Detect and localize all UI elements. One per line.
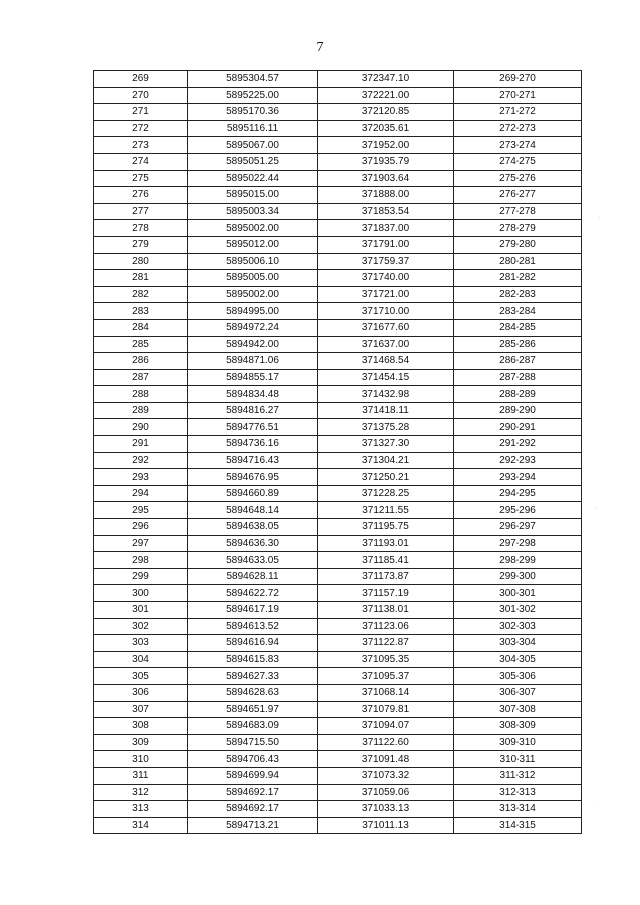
y-coordinate-cell: 371211.55 [318, 502, 454, 519]
segment-cell: 273-274 [454, 137, 582, 154]
point-number-cell: 279 [94, 236, 188, 253]
point-number-cell: 309 [94, 734, 188, 751]
table-row [94, 369, 582, 386]
point-number-cell: 286 [94, 353, 188, 370]
y-coordinate-cell: 371454.15 [318, 369, 454, 386]
y-coordinate-cell: 371637.00 [318, 336, 454, 353]
x-coordinate-cell: 5895051.25 [188, 153, 318, 170]
table-row [94, 502, 582, 519]
point-number-cell: 295 [94, 502, 188, 519]
x-coordinate-cell: 5894692.17 [188, 784, 318, 801]
segment-cell: 308-309 [454, 718, 582, 735]
point-number-cell: 307 [94, 701, 188, 718]
point-number-cell: 299 [94, 568, 188, 585]
x-coordinate-cell: 5895067.00 [188, 137, 318, 154]
x-coordinate-cell: 5894834.48 [188, 386, 318, 403]
segment-cell: 300-301 [454, 585, 582, 602]
table-row [94, 718, 582, 735]
y-coordinate-cell: 372221.00 [318, 87, 454, 104]
x-coordinate-cell: 5895015.00 [188, 187, 318, 204]
y-coordinate-cell: 371079.81 [318, 701, 454, 718]
scan-speck: · [594, 505, 597, 512]
table-row [94, 336, 582, 353]
x-coordinate-cell: 5895022.44 [188, 170, 318, 187]
table-row [94, 137, 582, 154]
coordinates-table-body [94, 71, 582, 834]
x-coordinate-cell: 5894628.11 [188, 568, 318, 585]
page-number: 7 [316, 40, 324, 55]
point-number-cell: 276 [94, 187, 188, 204]
table-row [94, 353, 582, 370]
x-coordinate-cell: 5894776.51 [188, 419, 318, 436]
y-coordinate-cell: 371095.37 [318, 668, 454, 685]
segment-cell: 279-280 [454, 236, 582, 253]
y-coordinate-cell: 371091.48 [318, 751, 454, 768]
segment-cell: 313-314 [454, 801, 582, 818]
y-coordinate-cell: 371173.87 [318, 568, 454, 585]
table-row [94, 568, 582, 585]
point-number-cell: 293 [94, 469, 188, 486]
y-coordinate-cell: 371952.00 [318, 137, 454, 154]
y-coordinate-cell: 371853.54 [318, 203, 454, 220]
point-number-cell: 304 [94, 651, 188, 668]
point-number-cell: 269 [94, 71, 188, 88]
point-number-cell: 284 [94, 319, 188, 336]
table-row [94, 684, 582, 701]
y-coordinate-cell: 371935.79 [318, 153, 454, 170]
segment-cell: 302-303 [454, 618, 582, 635]
segment-cell: 296-297 [454, 519, 582, 536]
table-row [94, 469, 582, 486]
table-row [94, 701, 582, 718]
point-number-cell: 275 [94, 170, 188, 187]
point-number-cell: 314 [94, 817, 188, 834]
point-number-cell: 292 [94, 452, 188, 469]
point-number-cell: 271 [94, 104, 188, 121]
table-row [94, 585, 582, 602]
y-coordinate-cell: 371710.00 [318, 303, 454, 320]
y-coordinate-cell: 371677.60 [318, 319, 454, 336]
segment-cell: 292-293 [454, 452, 582, 469]
x-coordinate-cell: 5895003.34 [188, 203, 318, 220]
segment-cell: 270-271 [454, 87, 582, 104]
table-row [94, 519, 582, 536]
x-coordinate-cell: 5895116.11 [188, 120, 318, 137]
table-row [94, 668, 582, 685]
table-row [94, 303, 582, 320]
x-coordinate-cell: 5894660.89 [188, 485, 318, 502]
x-coordinate-cell: 5894616.94 [188, 635, 318, 652]
table-row [94, 319, 582, 336]
point-number-cell: 308 [94, 718, 188, 735]
table-row [94, 386, 582, 403]
segment-cell: 274-275 [454, 153, 582, 170]
x-coordinate-cell: 5894816.27 [188, 402, 318, 419]
x-coordinate-cell: 5894628.63 [188, 684, 318, 701]
segment-cell: 314-315 [454, 817, 582, 834]
point-number-cell: 270 [94, 87, 188, 104]
point-number-cell: 302 [94, 618, 188, 635]
segment-cell: 291-292 [454, 436, 582, 453]
segment-cell: 285-286 [454, 336, 582, 353]
y-coordinate-cell: 371888.00 [318, 187, 454, 204]
x-coordinate-cell: 5895006.10 [188, 253, 318, 270]
segment-cell: 311-312 [454, 767, 582, 784]
x-coordinate-cell: 5894615.83 [188, 651, 318, 668]
table-row [94, 153, 582, 170]
point-number-cell: 305 [94, 668, 188, 685]
segment-cell: 278-279 [454, 220, 582, 237]
point-number-cell: 301 [94, 602, 188, 619]
y-coordinate-cell: 371418.11 [318, 402, 454, 419]
y-coordinate-cell: 371327.30 [318, 436, 454, 453]
table-row [94, 436, 582, 453]
x-coordinate-cell: 5894648.14 [188, 502, 318, 519]
table-row [94, 535, 582, 552]
x-coordinate-cell: 5894651.97 [188, 701, 318, 718]
segment-cell: 290-291 [454, 419, 582, 436]
x-coordinate-cell: 5894716.43 [188, 452, 318, 469]
table-row [94, 402, 582, 419]
point-number-cell: 277 [94, 203, 188, 220]
table-row [94, 602, 582, 619]
y-coordinate-cell: 371759.37 [318, 253, 454, 270]
x-coordinate-cell: 5894638.05 [188, 519, 318, 536]
table-row [94, 734, 582, 751]
y-coordinate-cell: 371157.19 [318, 585, 454, 602]
point-number-cell: 303 [94, 635, 188, 652]
y-coordinate-cell: 371185.41 [318, 552, 454, 569]
y-coordinate-cell: 371304.21 [318, 452, 454, 469]
point-number-cell: 280 [94, 253, 188, 270]
point-number-cell: 278 [94, 220, 188, 237]
x-coordinate-cell: 5895170.36 [188, 104, 318, 121]
x-coordinate-cell: 5895225.00 [188, 87, 318, 104]
point-number-cell: 282 [94, 286, 188, 303]
point-number-cell: 285 [94, 336, 188, 353]
x-coordinate-cell: 5894855.17 [188, 369, 318, 386]
x-coordinate-cell: 5894995.00 [188, 303, 318, 320]
segment-cell: 282-283 [454, 286, 582, 303]
point-number-cell: 297 [94, 535, 188, 552]
y-coordinate-cell: 371791.00 [318, 236, 454, 253]
y-coordinate-cell: 371195.75 [318, 519, 454, 536]
point-number-cell: 289 [94, 402, 188, 419]
y-coordinate-cell: 371193.01 [318, 535, 454, 552]
point-number-cell: 288 [94, 386, 188, 403]
y-coordinate-cell: 371837.00 [318, 220, 454, 237]
y-coordinate-cell: 371740.00 [318, 270, 454, 287]
x-coordinate-cell: 5894713.21 [188, 817, 318, 834]
point-number-cell: 290 [94, 419, 188, 436]
table-row [94, 120, 582, 137]
x-coordinate-cell: 5894692.17 [188, 801, 318, 818]
segment-cell: 293-294 [454, 469, 582, 486]
table-row [94, 170, 582, 187]
coordinates-table [93, 70, 582, 834]
segment-cell: 312-313 [454, 784, 582, 801]
scan-speck: · [596, 800, 599, 807]
point-number-cell: 300 [94, 585, 188, 602]
table-row [94, 552, 582, 569]
table-row [94, 767, 582, 784]
x-coordinate-cell: 5894622.72 [188, 585, 318, 602]
table-row [94, 270, 582, 287]
segment-cell: 294-295 [454, 485, 582, 502]
segment-cell: 271-272 [454, 104, 582, 121]
y-coordinate-cell: 371250.21 [318, 469, 454, 486]
table-row [94, 618, 582, 635]
x-coordinate-cell: 5895012.00 [188, 236, 318, 253]
x-coordinate-cell: 5894617.19 [188, 602, 318, 619]
point-number-cell: 283 [94, 303, 188, 320]
point-number-cell: 313 [94, 801, 188, 818]
table-row [94, 87, 582, 104]
y-coordinate-cell: 371059.06 [318, 784, 454, 801]
segment-cell: 301-302 [454, 602, 582, 619]
segment-cell: 288-289 [454, 386, 582, 403]
y-coordinate-cell: 371228.25 [318, 485, 454, 502]
x-coordinate-cell: 5894636.30 [188, 535, 318, 552]
table-row [94, 236, 582, 253]
y-coordinate-cell: 371903.64 [318, 170, 454, 187]
segment-cell: 281-282 [454, 270, 582, 287]
x-coordinate-cell: 5894736.16 [188, 436, 318, 453]
point-number-cell: 312 [94, 784, 188, 801]
segment-cell: 277-278 [454, 203, 582, 220]
segment-cell: 284-285 [454, 319, 582, 336]
y-coordinate-cell: 371432.98 [318, 386, 454, 403]
y-coordinate-cell: 371094.07 [318, 718, 454, 735]
y-coordinate-cell: 371033.13 [318, 801, 454, 818]
segment-cell: 276-277 [454, 187, 582, 204]
y-coordinate-cell: 372347.10 [318, 71, 454, 88]
x-coordinate-cell: 5894613.52 [188, 618, 318, 635]
y-coordinate-cell: 371375.28 [318, 419, 454, 436]
y-coordinate-cell: 371123.06 [318, 618, 454, 635]
y-coordinate-cell: 371122.60 [318, 734, 454, 751]
point-number-cell: 296 [94, 519, 188, 536]
table-row [94, 817, 582, 834]
table-row [94, 651, 582, 668]
segment-cell: 283-284 [454, 303, 582, 320]
x-coordinate-cell: 5894627.33 [188, 668, 318, 685]
x-coordinate-cell: 5895005.00 [188, 270, 318, 287]
point-number-cell: 294 [94, 485, 188, 502]
segment-cell: 303-304 [454, 635, 582, 652]
segment-cell: 298-299 [454, 552, 582, 569]
y-coordinate-cell: 371011.13 [318, 817, 454, 834]
segment-cell: 287-288 [454, 369, 582, 386]
point-number-cell: 273 [94, 137, 188, 154]
segment-cell: 295-296 [454, 502, 582, 519]
point-number-cell: 291 [94, 436, 188, 453]
y-coordinate-cell: 372035.61 [318, 120, 454, 137]
segment-cell: 309-310 [454, 734, 582, 751]
y-coordinate-cell: 371721.00 [318, 286, 454, 303]
segment-cell: 307-308 [454, 701, 582, 718]
table-row [94, 485, 582, 502]
point-number-cell: 272 [94, 120, 188, 137]
x-coordinate-cell: 5894633.05 [188, 552, 318, 569]
x-coordinate-cell: 5895304.57 [188, 71, 318, 88]
point-number-cell: 310 [94, 751, 188, 768]
point-number-cell: 287 [94, 369, 188, 386]
segment-cell: 306-307 [454, 684, 582, 701]
y-coordinate-cell: 371068.14 [318, 684, 454, 701]
segment-cell: 289-290 [454, 402, 582, 419]
table-row [94, 784, 582, 801]
x-coordinate-cell: 5894715.50 [188, 734, 318, 751]
x-coordinate-cell: 5894699.94 [188, 767, 318, 784]
table-row [94, 419, 582, 436]
y-coordinate-cell: 371122.87 [318, 635, 454, 652]
y-coordinate-cell: 371095.35 [318, 651, 454, 668]
segment-cell: 297-298 [454, 535, 582, 552]
segment-cell: 310-311 [454, 751, 582, 768]
x-coordinate-cell: 5894676.95 [188, 469, 318, 486]
table-row [94, 220, 582, 237]
table-row [94, 286, 582, 303]
y-coordinate-cell: 371468.54 [318, 353, 454, 370]
table-row [94, 452, 582, 469]
segment-cell: 269-270 [454, 71, 582, 88]
y-coordinate-cell: 372120.85 [318, 104, 454, 121]
x-coordinate-cell: 5894942.00 [188, 336, 318, 353]
segment-cell: 304-305 [454, 651, 582, 668]
segment-cell: 275-276 [454, 170, 582, 187]
point-number-cell: 281 [94, 270, 188, 287]
scan-speck: · [598, 214, 601, 221]
segment-cell: 305-306 [454, 668, 582, 685]
point-number-cell: 311 [94, 767, 188, 784]
y-coordinate-cell: 371138.01 [318, 602, 454, 619]
table-row [94, 751, 582, 768]
point-number-cell: 274 [94, 153, 188, 170]
table-row [94, 203, 582, 220]
segment-cell: 272-273 [454, 120, 582, 137]
point-number-cell: 306 [94, 684, 188, 701]
table-row [94, 801, 582, 818]
table-row [94, 635, 582, 652]
x-coordinate-cell: 5894972.24 [188, 319, 318, 336]
x-coordinate-cell: 5895002.00 [188, 220, 318, 237]
x-coordinate-cell: 5894871.06 [188, 353, 318, 370]
table-row [94, 253, 582, 270]
table-row [94, 104, 582, 121]
x-coordinate-cell: 5895002.00 [188, 286, 318, 303]
x-coordinate-cell: 5894683.09 [188, 718, 318, 735]
x-coordinate-cell: 5894706.43 [188, 751, 318, 768]
y-coordinate-cell: 371073.32 [318, 767, 454, 784]
point-number-cell: 298 [94, 552, 188, 569]
table-row [94, 187, 582, 204]
segment-cell: 280-281 [454, 253, 582, 270]
segment-cell: 286-287 [454, 353, 582, 370]
segment-cell: 299-300 [454, 568, 582, 585]
table-row [94, 71, 582, 88]
